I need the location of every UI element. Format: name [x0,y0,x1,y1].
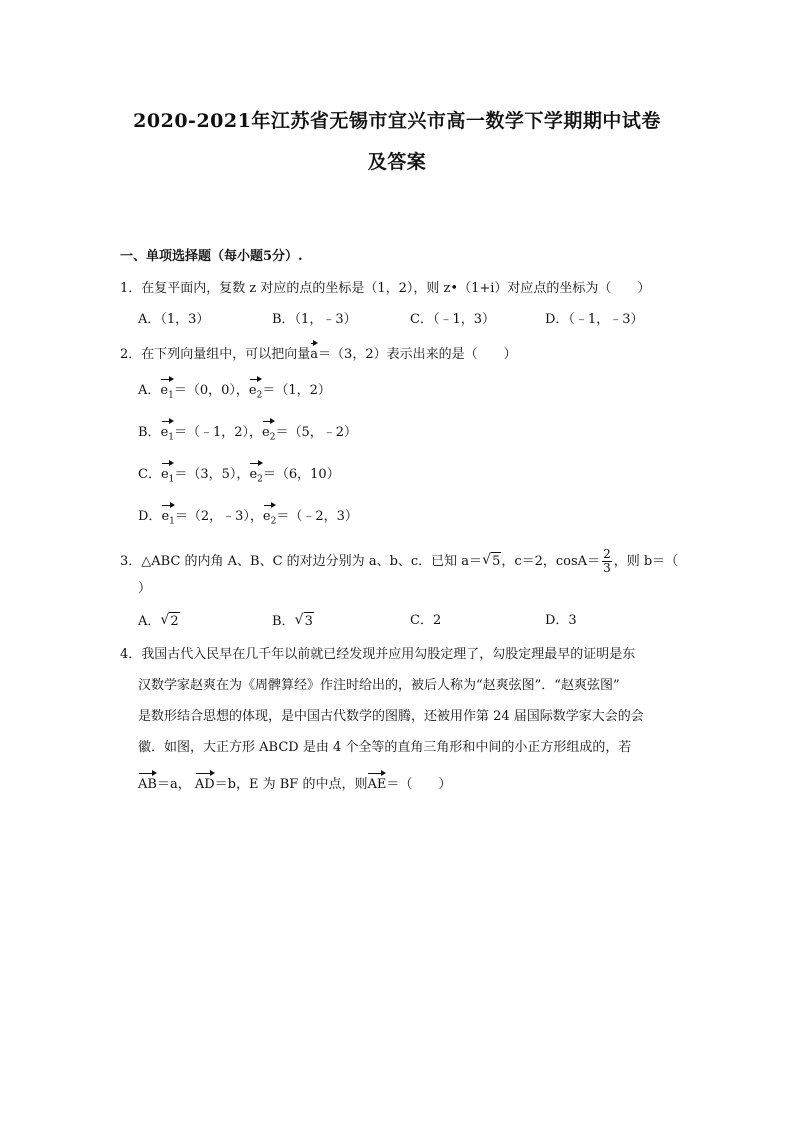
q2-option-e2-value: ＝（6，10） [262,467,340,482]
sqrt-3: √ 3 [295,612,314,631]
q2-option-e1-value: ＝（0，0）， [173,383,249,398]
q3-stem-text-c: ，则 b＝（ [613,554,679,569]
q2-option-e2-value: ＝（﹣2，3） [276,509,358,524]
q2-option-label: A． [138,383,161,398]
q4-line-1: 4．我国古代入民早在几千年以前就已经发现并应用勾股定理了，勾股定理最早的证明是东 [120,647,636,662]
q4-eq-b: ＝b，E 为 BF 的中点，则 [214,777,368,792]
fraction-two-thirds: $\frac{2}{3}$ [603,547,611,575]
vector-e2: $e_2$ [249,460,262,489]
q4-line-3: 是数形结合思想的体现，是中国古代数学的图腾，还被用作第 24 届国际数学家大会的会 [138,709,644,724]
section-heading: 一、单项选择题（每小题5分）. [120,249,303,264]
vector-e1: $e_1$ [161,502,174,531]
vector-ad: AD [195,770,215,794]
q4-line-2: 汉数学家赵爽在为《周髀算经》作注时给出的，被后人称为“赵爽弦图”．“赵爽弦图” [138,678,620,693]
sqrt-2: √ 2 [160,612,179,631]
q1-option-d: D．（﹣1，﹣3） [545,312,644,327]
q2-stem-text-a: 2．在下列向量组中，可以把向量 [120,347,311,362]
q3-option-a: A．√ 2 [138,612,180,631]
q3-stem-text-a: 3．△ABC 的内角 A、B、C 的对边分别为 a、b、c．已知 a＝ [120,554,483,569]
vector-e1: $e_1$ [161,418,174,447]
q2-option-e1-value: ＝（3，5）， [174,467,250,482]
page-title-line2: 及答案 [367,151,427,173]
q3-option-d: D．3 [545,613,577,628]
q1-option-a: A．（1，3） [138,312,210,327]
q2-option-e1-value: ＝（﹣1，2）， [174,425,263,440]
q2-option-a [138,376,331,405]
q3-option-b: B．√ 3 [272,612,314,631]
vector-ab: AB [138,770,157,794]
q2-option-d [138,502,358,531]
page-title-line1: 2020-2021年江苏省无锡市宜兴市高一数学下学期期中试卷 [133,110,661,132]
q2-option-label: C． [138,467,161,482]
vector-a: a [310,340,318,364]
vector-e2: $e_2$ [263,502,276,531]
q2-option-label: B． [138,425,161,440]
vector-e1: $e_1$ [160,376,173,405]
q2-option-c [138,460,340,489]
q1-option-b: B．（1，﹣3） [272,312,357,327]
q3-stem [120,548,678,575]
vector-e2: $e_2$ [262,418,275,447]
vector-ae: AE [367,770,386,794]
vector-e1: $e_1$ [161,460,174,489]
q4-eq-a: ＝a， [156,777,191,792]
sqrt-5: √ 5 [482,552,501,571]
q4-tail: ＝（ ） [386,777,452,792]
q2-option-b [138,418,357,447]
q1-option-c: C．（﹣1，3） [410,312,495,327]
q2-stem-text-b: ＝（3，2）表示出来的是（ ） [318,347,517,362]
q1-stem: 1．在复平面内，复数 z 对应的点的坐标是（1，2），则 z•（1+i）对应点的坐标为（ ） [120,281,651,296]
q3-option-c: C．2 [410,613,442,628]
q2-stem [120,340,517,364]
q4-line-5 [138,770,451,794]
q4-line-4: 徽．如图，大正方形 ABCD 是由 4 个全等的直角三角形和中间的小正方形组成的，若 [138,740,632,755]
q3-stem-close: ） [138,581,152,596]
q2-option-e1-value: ＝（2，﹣3）， [174,509,263,524]
q2-option-label: D． [138,509,162,524]
q3-stem-text-b: ，c＝2，cosA＝ [501,554,601,569]
q2-option-e2-value: ＝（5，﹣2） [275,425,358,440]
q2-option-e2-value: ＝（1，2） [262,383,331,398]
vector-e2: $e_2$ [249,376,262,405]
